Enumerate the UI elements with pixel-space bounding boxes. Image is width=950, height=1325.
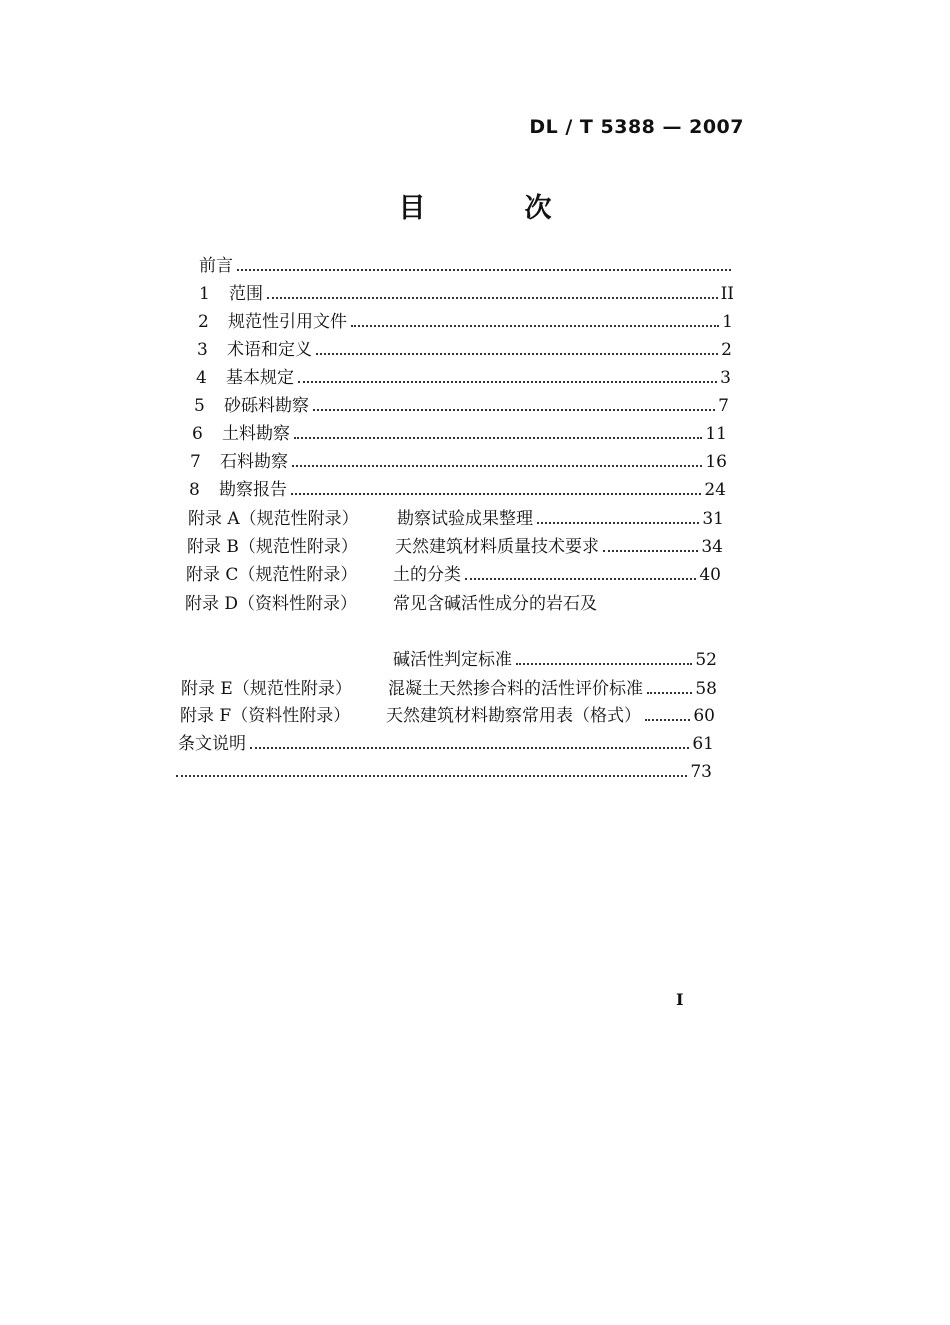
toc-page: 2 [721,340,732,360]
toc-page: 7 [718,396,729,416]
leader-dots [176,775,687,777]
leader-dots [516,663,692,665]
leader-dots [237,269,731,271]
appendix-label: 附录 C（规范性附录） [186,565,358,585]
toc-entry-chapter[interactable] [199,278,734,304]
toc-label: 土料勘察 [222,424,290,444]
toc-entry-chapter[interactable] [198,306,733,332]
toc-entry-appendix[interactable] [187,531,723,557]
leader-dots [298,381,717,383]
toc-label: 规范性引用文件 [228,312,347,332]
leader-dots [250,747,689,749]
toc-page: 11 [705,424,727,444]
toc-entry-chapter[interactable] [192,418,727,444]
toc-number: 5 [194,396,205,416]
toc-page: 52 [695,650,717,670]
toc-page: 58 [695,679,717,699]
leader-dots [313,409,715,411]
toc-number: 3 [197,340,208,360]
toc-page: 40 [699,565,721,585]
leader-dots [647,692,692,694]
appendix-title: 天然建筑材料质量技术要求 [395,537,599,557]
toc-label: 条文说明 [178,734,246,754]
toc-entry-explanation[interactable] [178,728,714,754]
toc-entry-chapter[interactable] [197,334,732,360]
toc-entry-final[interactable] [176,756,712,782]
toc-number: 1 [199,284,210,304]
appendix-label: 附录 A（规范性附录） [188,509,359,529]
toc-entry-foreword[interactable] [199,250,734,276]
toc-entry-appendix[interactable] [181,673,717,699]
toc-label: 范围 [229,284,263,304]
appendix-title: 土的分类 [393,565,461,585]
toc-page: II [720,284,734,304]
leader-dots [603,550,698,552]
leader-dots [291,493,701,495]
toc-page: 3 [720,368,731,388]
appendix-title: 混凝土天然掺合料的活性评价标准 [388,679,643,699]
standard-code: DL / T 5388 — 2007 [529,116,744,138]
toc-entry-chapter[interactable] [189,474,726,500]
appendix-title: 常见含碱活性成分的岩石及 [393,594,597,614]
leader-dots [465,578,696,580]
toc-entry-appendix[interactable] [185,588,725,614]
toc-number: 7 [190,452,201,472]
toc-entry-appendix[interactable] [186,559,721,585]
page-title: 目 次 [398,193,588,224]
appendix-title: 勘察试验成果整理 [397,509,533,529]
leader-dots [292,465,702,467]
leader-dots [294,437,702,439]
leader-dots [351,325,719,327]
toc-entry-chapter[interactable] [196,362,731,388]
toc-page: 61 [692,734,714,754]
toc-label: 基本规定 [226,368,294,388]
toc-number: 4 [196,368,207,388]
appendix-title: 天然建筑材料勘察常用表（格式） [386,706,641,726]
toc-number: 6 [192,424,203,444]
leader-dots [645,719,690,721]
toc-entry-chapter[interactable] [190,446,727,472]
toc-number: 2 [198,312,209,332]
appendix-label: 附录 E（规范性附录） [181,679,352,699]
toc-entry-appendix[interactable] [180,700,715,726]
toc-page: 1 [722,312,733,332]
appendix-label: 附录 B（规范性附录） [187,537,358,557]
toc-label: 勘察报告 [219,480,287,500]
appendix-label: 附录 D（资料性附录） [185,594,358,614]
leader-dots [537,522,699,524]
toc-entry-appendix[interactable] [188,503,724,529]
leader-dots [267,297,718,299]
toc-label: 石料勘察 [220,452,288,472]
toc-number: 8 [189,480,200,500]
appendix-label: 附录 F（资料性附录） [180,706,351,726]
toc-page: 24 [704,480,726,500]
toc-label: 砂砾料勘察 [224,396,309,416]
toc-entry-appendix-continuation[interactable] [393,644,717,670]
appendix-title-continuation: 碱活性判定标准 [393,650,512,670]
toc-page: 31 [702,509,724,529]
page-number: I [676,990,684,1009]
toc-label: 前言 [199,256,233,276]
leader-dots [316,353,718,355]
toc-page: 73 [690,762,712,782]
toc-label: 术语和定义 [227,340,312,360]
toc-page: 34 [701,537,723,557]
toc-page: 60 [693,706,715,726]
toc-page: 16 [705,452,727,472]
toc-entry-chapter[interactable] [194,390,729,416]
